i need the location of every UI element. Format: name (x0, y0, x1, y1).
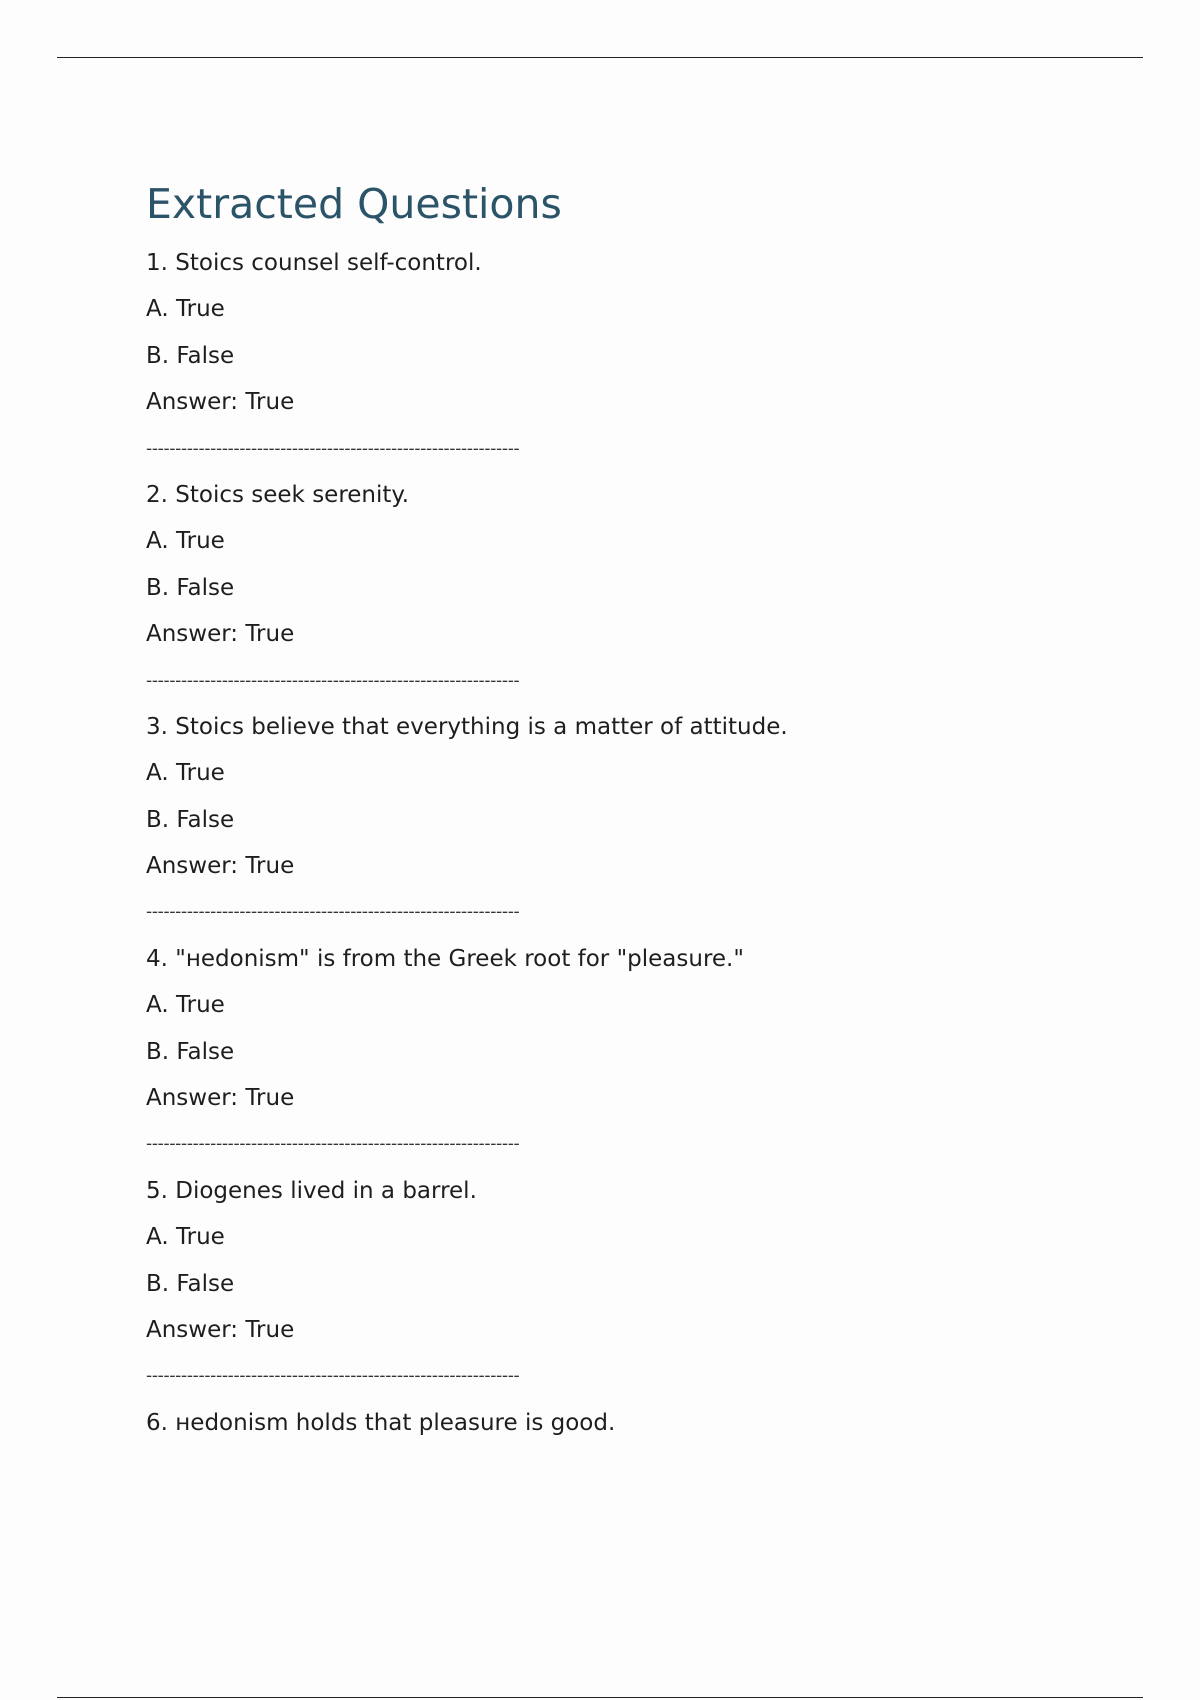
answer: Answer: True (146, 621, 295, 648)
question-block (146, 1168, 1106, 1400)
option-a: A. True (146, 528, 225, 555)
question-block (146, 240, 1106, 472)
question-block (146, 472, 1106, 704)
answer: Answer: True (146, 1085, 295, 1112)
question-block (146, 1400, 1106, 1446)
option-b: B. False (146, 574, 235, 601)
question-block (146, 936, 1106, 1168)
option-a: A. True (146, 296, 225, 323)
question-text: 1. Stoics counsel self-control. (146, 250, 482, 276)
answer: Answer: True (146, 389, 295, 416)
option-a: A. True (146, 1224, 225, 1251)
page-title: Extracted Questions (146, 180, 562, 228)
option-b: B. False (146, 1038, 235, 1065)
separator: ---------------------------------------------------------------- (146, 1134, 520, 1155)
separator: ---------------------------------------------------------------- (146, 1366, 520, 1387)
option-b: B. False (146, 342, 235, 369)
bottom-rule (57, 1697, 1143, 1698)
question-text: 2. Stoics seek serenity. (146, 481, 410, 508)
document-body (146, 178, 1106, 1446)
question-text: 3. Stoics believe that everything is a matter of attitude. (146, 713, 788, 740)
question-text: 5. Diogenes lived in a barrel. (146, 1177, 477, 1204)
question-block (146, 704, 1106, 936)
option-b: B. False (146, 806, 235, 833)
separator: ---------------------------------------------------------------- (146, 902, 520, 923)
option-a: A. True (146, 760, 225, 787)
top-rule (57, 57, 1143, 58)
separator: ---------------------------------------------------------------- (146, 438, 520, 459)
answer: Answer: True (146, 853, 295, 880)
answer: Answer: True (146, 1316, 295, 1343)
question-text: 6. ʜedonism holds that pleasure is good. (146, 1409, 616, 1436)
option-b: B. False (146, 1270, 235, 1297)
question-text: 4. "ʜedonism" is from the Greek root for "pleasure." (146, 945, 744, 972)
separator: ---------------------------------------------------------------- (146, 670, 520, 691)
option-a: A. True (146, 992, 225, 1019)
